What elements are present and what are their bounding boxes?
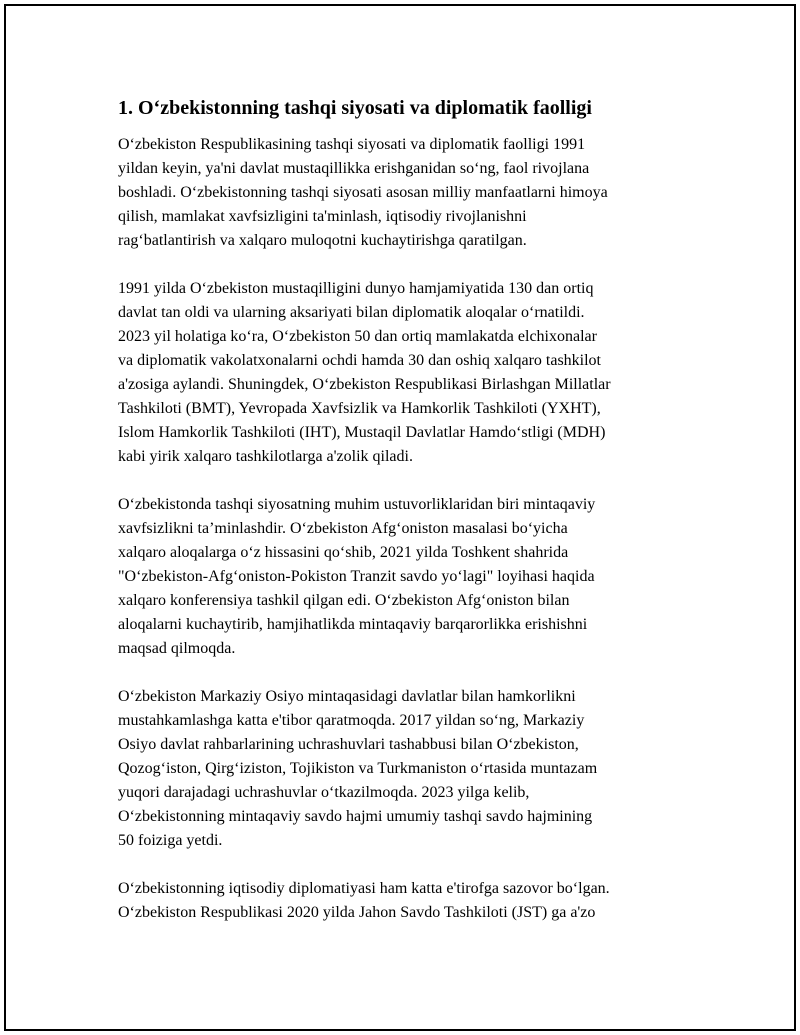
paragraph-line: yuqori darajadagi uchrashuvlar o‘tkazilmoqda. 2023 yilga kelib,	[118, 784, 530, 801]
paragraph-line: va diplomatik vakolatxonalarni ochdi hamda 30 dan oshiq xalqaro tashkilot	[118, 352, 601, 369]
paragraph	[118, 133, 698, 253]
paragraph-line: Qozog‘iston, Qirg‘iziston, Tojikiston va Turkmaniston o‘rtasida muntazam	[118, 760, 598, 777]
paragraph	[118, 277, 698, 469]
paragraph-line: qilish, mamlakat xavfsizligini ta'minlash, iqtisodiy rivojlanishni	[118, 208, 527, 225]
paragraph-line: "O‘zbekiston-Afg‘oniston-Pokiston Tranzit savdo yo‘lagi" loyihasi haqida	[118, 568, 595, 585]
paragraph-list	[118, 133, 698, 925]
paragraph-line: rag‘batlantirish va xalqaro muloqotni kuchaytirishga qaratilgan.	[118, 232, 527, 249]
paragraph-line: Tashkiloti (BMT), Yevropada Xavfsizlik va Hamkorlik Tashkiloti (YXHT),	[118, 400, 601, 417]
paragraph-line: Islom Hamkorlik Tashkiloti (IHT), Mustaqil Davlatlar Hamdo‘stligi (MDH)	[118, 424, 606, 441]
paragraph	[118, 877, 698, 925]
paragraph-line: boshladi. O‘zbekistonning tashqi siyosati asosan milliy manfaatlarni himoya	[118, 184, 608, 201]
paragraph-line: O‘zbekistonning iqtisodiy diplomatiyasi ham katta e'tirofga sazovor bo‘lgan.	[118, 880, 610, 897]
paragraph-line: mustahkamlashga katta e'tibor qaratmoqda. 2017 yildan so‘ng, Markaziy	[118, 712, 585, 729]
paragraph-line: a'zosiga aylandi. Shuningdek, O‘zbekiston Respublikasi Birlashgan Millatlar	[118, 376, 611, 393]
paragraph-line: 1991 yilda O‘zbekiston mustaqilligini dunyo hamjamiyatida 130 dan ortiq	[118, 280, 594, 297]
paragraph-line: O‘zbekistonning mintaqaviy savdo hajmi umumiy tashqi savdo hajmining	[118, 808, 593, 825]
paragraph-line: davlat tan oldi va ularning aksariyati bilan diplomatik aloqalar o‘rnatildi.	[118, 304, 585, 321]
paragraph-line: 50 foiziga yetdi.	[118, 832, 223, 849]
paragraph-line: xalqaro konferensiya tashkil qilgan edi. O‘zbekiston Afg‘oniston bilan	[118, 592, 570, 609]
paragraph-line: maqsad qilmoqda.	[118, 640, 236, 657]
paragraph-line: O‘zbekiston Markaziy Osiyo mintaqasidagi davlatlar bilan hamkorlikni	[118, 688, 576, 705]
document-body	[118, 95, 698, 949]
paragraph-line: xalqaro aloqalarga o‘z hissasini qo‘shib, 2021 yilda Toshkent shahrida	[118, 544, 569, 561]
paragraph-line: Osiyo davlat rahbarlarining uchrashuvlari tashabbusi bilan O‘zbekiston,	[118, 736, 579, 753]
paragraph-line: O‘zbekiston Respublikasi 2020 yilda Jahon Savdo Tashkiloti (JST) ga a'zo	[118, 904, 596, 921]
paragraph-line: xavfsizlikni ta’minlashdir. O‘zbekiston Afg‘oniston masalasi bo‘yicha	[118, 520, 568, 537]
paragraph	[118, 493, 698, 661]
paragraph-line: 2023 yil holatiga ko‘ra, O‘zbekiston 50 dan ortiq mamlakatda elchixonalar	[118, 328, 597, 345]
paragraph-line: O‘zbekiston Respublikasining tashqi siyosati va diplomatik faolligi 1991	[118, 136, 586, 153]
paragraph-line: yildan keyin, ya'ni davlat mustaqillikka erishganidan so‘ng, faol rivojlana	[118, 160, 590, 177]
section-heading: 1. O‘zbekistonning tashqi siyosati va diplomatik faolligi	[118, 97, 592, 119]
paragraph-line: kabi yirik xalqaro tashkilotlarga a'zolik qiladi.	[118, 448, 413, 465]
paragraph-line: O‘zbekistonda tashqi siyosatning muhim ustuvorliklaridan biri mintaqaviy	[118, 496, 596, 513]
paragraph-line: aloqalarni kuchaytirib, hamjihatlikda mintaqaviy barqarorlikka erishishni	[118, 616, 588, 633]
paragraph	[118, 685, 698, 853]
